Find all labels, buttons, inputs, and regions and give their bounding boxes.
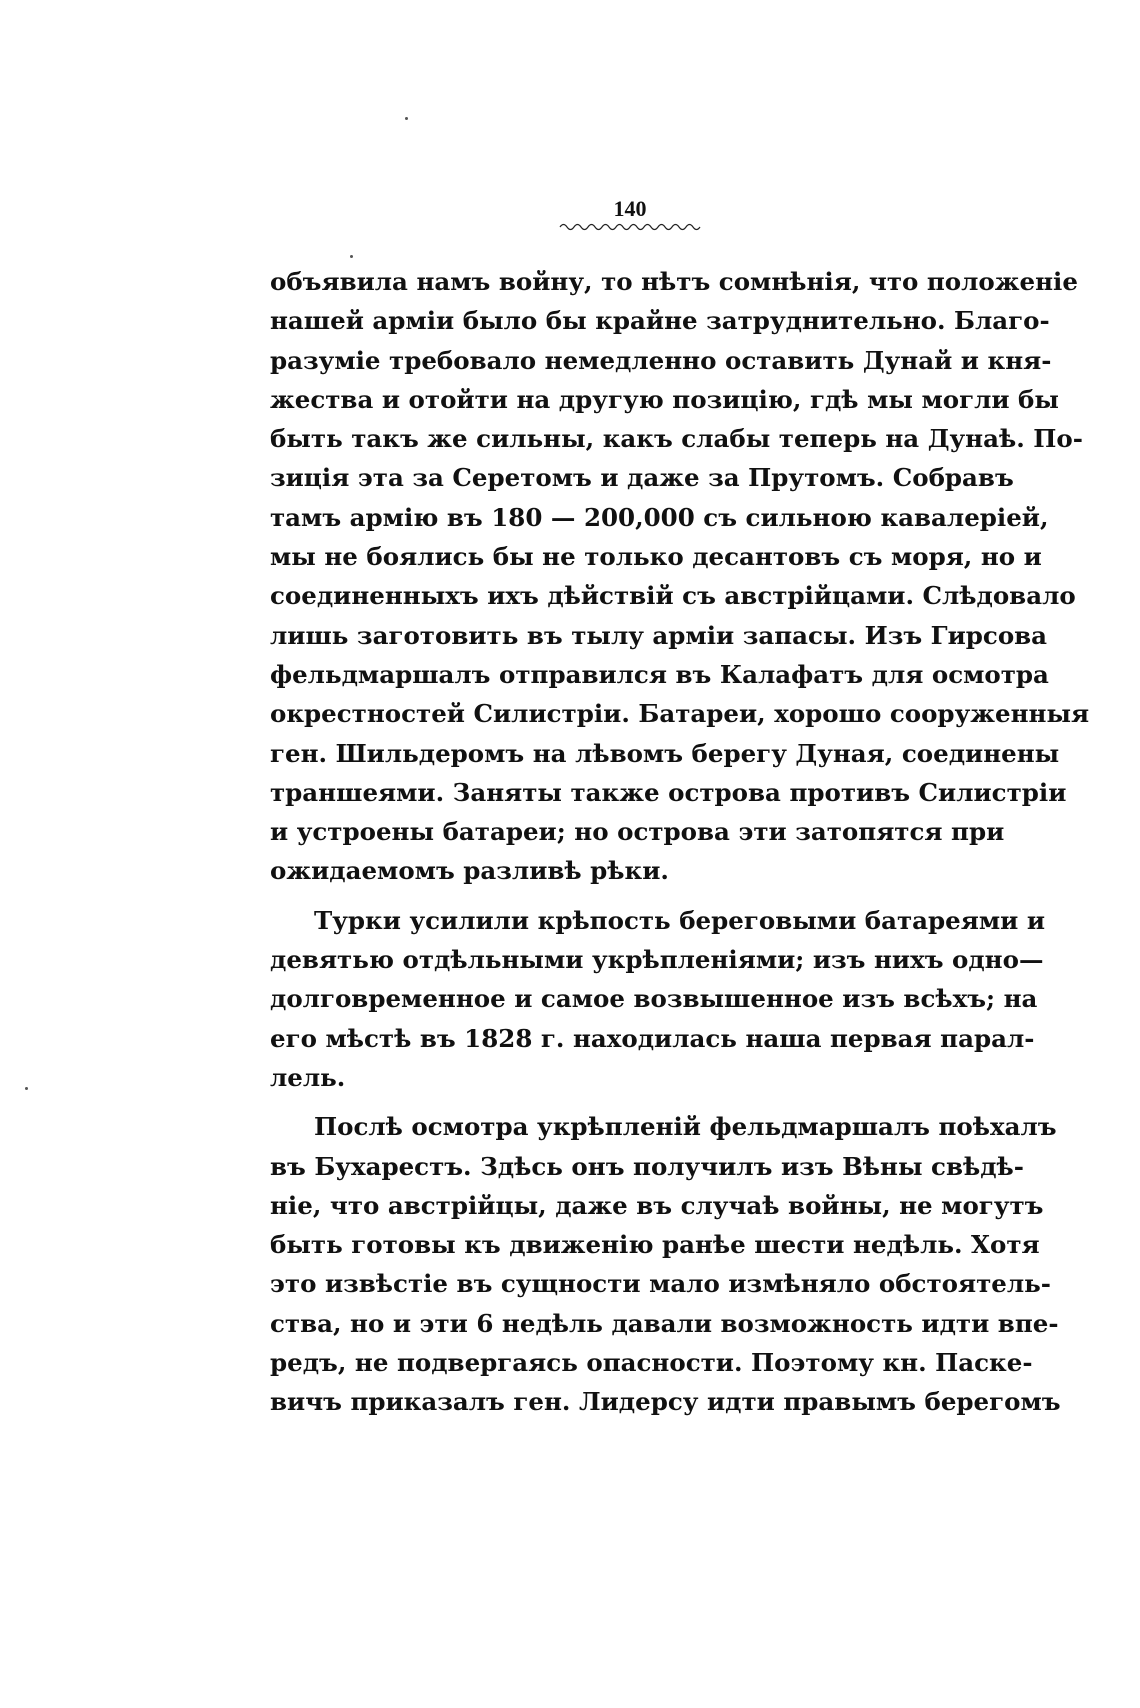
scan-speck <box>350 255 353 258</box>
text-line: фельдмаршалъ отправился въ Калафатъ для осмотра <box>270 659 1049 689</box>
text-line: Турки усилили крѣпость береговыми батареями и <box>314 905 1046 935</box>
text-line: это извѣстіе въ сущности мало измѣняло обстоятель- <box>270 1269 1051 1299</box>
text-line: тамъ армію въ 180 — 200,000 съ сильною кавалеріей, <box>270 502 1049 532</box>
paragraph-gap <box>270 891 990 901</box>
text-line: быть готовы къ движенію ранѣе шести недѣль. Хотя <box>270 1230 1040 1260</box>
text-line: долговременное и самое возвышенное изъ всѣхъ; на <box>270 984 1038 1014</box>
text-line: ожидаемомъ разливѣ рѣки. <box>270 856 669 886</box>
text-line: лишь заготовить въ тылу арміи запасы. Изъ Гирсова <box>270 620 1048 650</box>
text-line: разуміе требовало немедленно оставить Дунай и кня- <box>270 345 1052 375</box>
text-line: ніе, что австрійцы, даже въ случаѣ войны, не могутъ <box>270 1190 1044 1220</box>
text-line: редъ, не подвергаясь опасности. Поэтому кн. Паске- <box>270 1348 1033 1378</box>
text-line: девятью отдѣльными укрѣпленіями; изъ нихъ одно— <box>270 945 1044 975</box>
text-line: окрестностей Силистріи. Батареи, хорошо сооруженныя <box>270 699 1090 729</box>
text-line: нашей арміи было бы крайне затруднительно. Благо- <box>270 306 1050 336</box>
page-number: 140 <box>613 196 647 221</box>
text-line: и устроены батареи; но острова эти затопятся при <box>270 817 1005 847</box>
text-line: мы не боялись бы не только десантовъ съ моря, но и <box>270 542 1042 572</box>
paragraph-gap <box>270 1097 990 1107</box>
text-line: объявила намъ войну, то нѣтъ сомнѣнія, что положеніе <box>270 267 1078 296</box>
text-line: ген. Шильдеромъ на лѣвомъ берегу Дуная, соединены <box>270 738 1060 768</box>
paragraph <box>270 262 1090 891</box>
text-line: лель. <box>270 1062 346 1092</box>
text-line: ства, но и эти 6 недѣль давали возможность идти впе- <box>270 1308 1059 1338</box>
text-line: жества и отойти на другую позицію, гдѣ мы могли бы <box>270 384 1059 414</box>
text-line: его мѣстѣ въ 1828 г. находилась наша первая парал- <box>270 1023 1035 1053</box>
text-line: соединенныхъ ихъ дѣйствій съ австрійцами. Слѣдовало <box>270 581 1076 611</box>
paragraph <box>270 901 1046 1097</box>
body-text <box>270 262 1090 1422</box>
paragraph <box>270 1107 1061 1421</box>
text-line: траншеями. Заняты также острова противъ Силистріи <box>270 777 1067 807</box>
text-line: Послѣ осмотра укрѣпленій фельдмаршалъ поѣхалъ <box>314 1112 1057 1142</box>
page-number-ornament <box>560 222 700 232</box>
text-line: быть такъ же сильны, какъ слабы теперь на Дунаѣ. По- <box>270 424 1083 454</box>
scan-speck <box>25 1087 28 1090</box>
scan-speck <box>405 117 408 120</box>
text-line: вичъ приказалъ ген. Лидерсу идти правымъ берегомъ <box>270 1387 1061 1417</box>
text-line: въ Бухарестъ. Здѣсь онъ получилъ изъ Вѣны свѣдѣ- <box>270 1151 1024 1181</box>
text-line: зиція эта за Серетомъ и даже за Прутомъ. Собравъ <box>270 463 1014 493</box>
